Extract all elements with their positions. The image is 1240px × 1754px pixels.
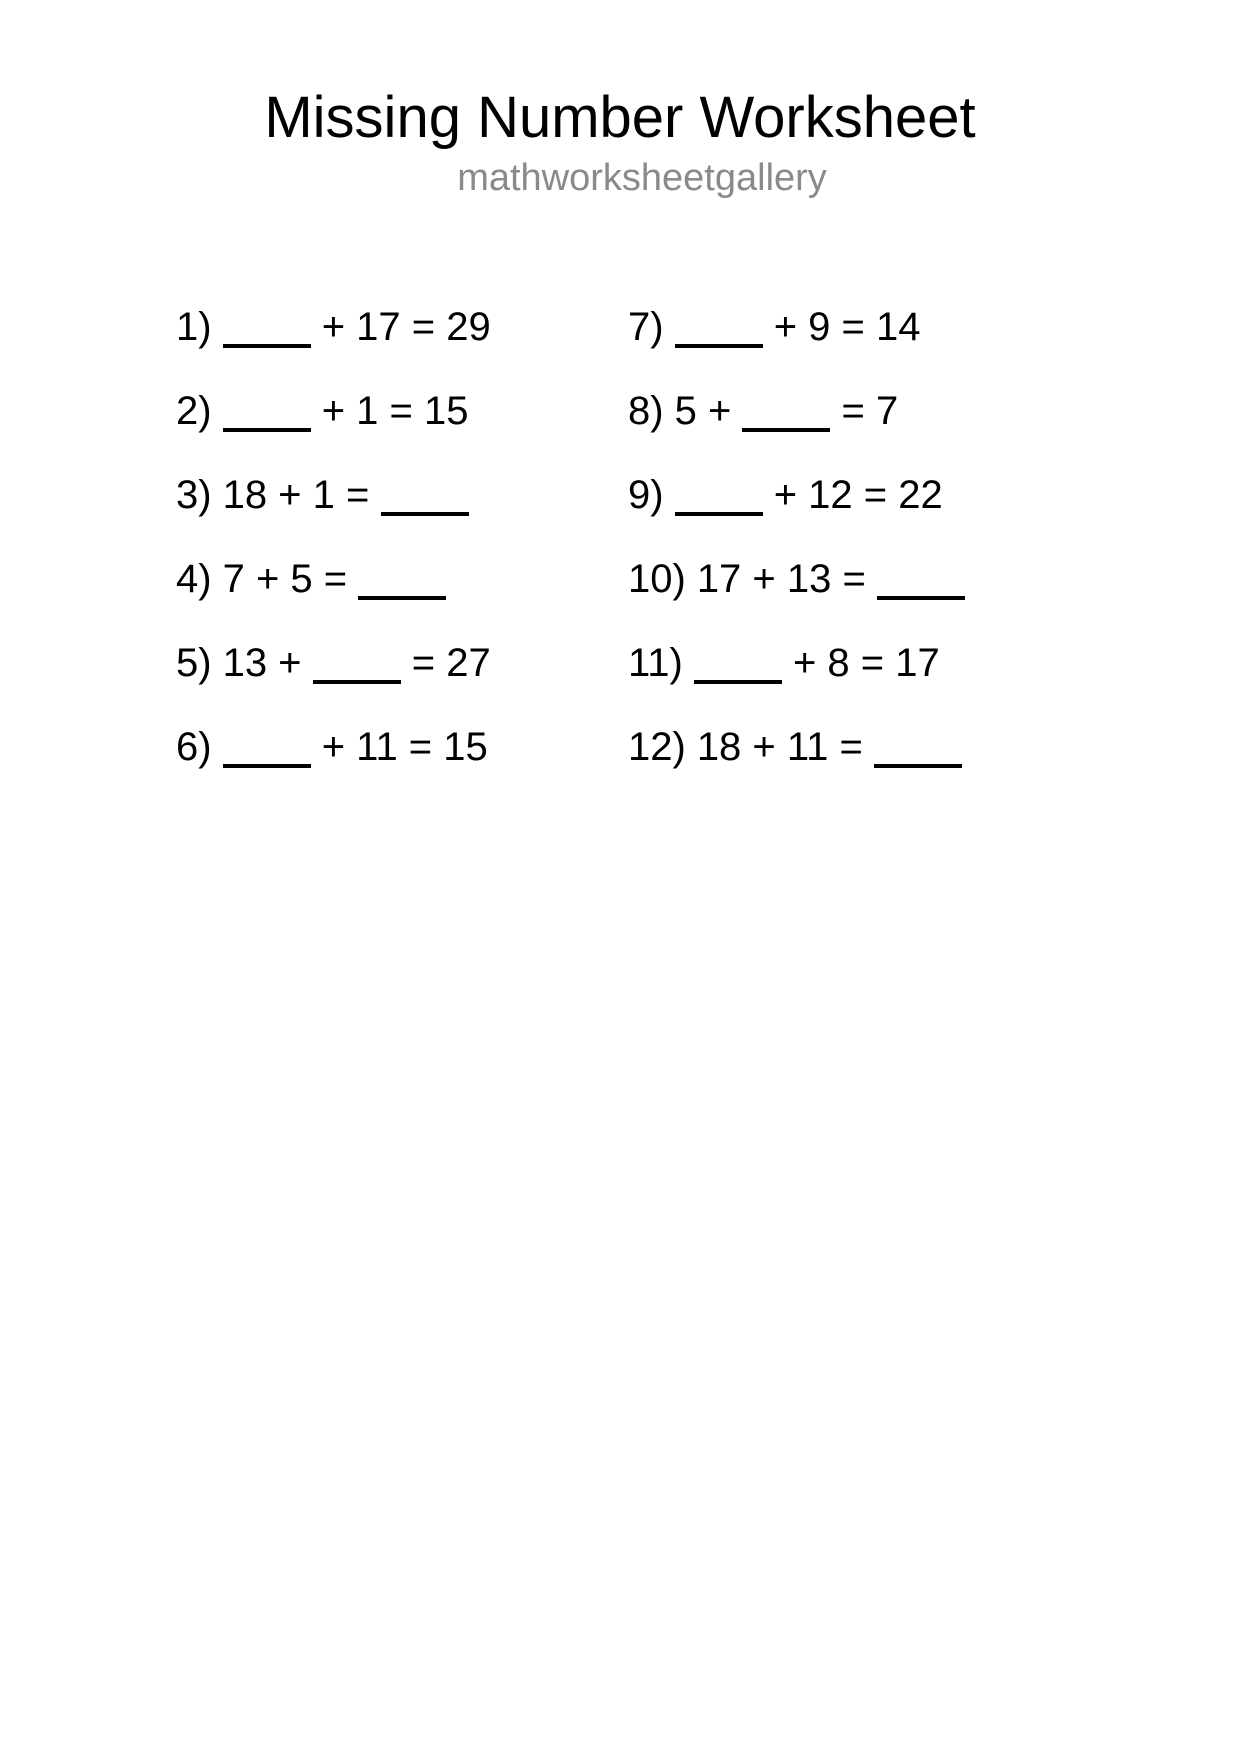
problem-text: + 1 = 15 [310, 388, 469, 433]
problem-row [176, 305, 628, 349]
problem-row [176, 557, 628, 601]
problem-text: 17 + 13 = [696, 556, 877, 601]
problem-row [176, 725, 628, 769]
problem-number: 11) [628, 640, 683, 685]
problem-row [628, 725, 1080, 769]
problem-text: = 27 [400, 640, 491, 685]
problem-text: + 12 = 22 [762, 472, 943, 517]
problem-text: + 17 = 29 [310, 304, 491, 349]
problem-text: + 9 = 14 [762, 304, 921, 349]
answer-blank[interactable] [313, 650, 401, 684]
problem-text: 5 + [674, 388, 743, 433]
answer-blank[interactable] [675, 314, 763, 348]
answer-blank[interactable] [381, 482, 469, 516]
problem-text: = 7 [830, 388, 899, 433]
problem-number: 3) [176, 472, 212, 517]
problem-row [628, 473, 1080, 517]
answer-blank[interactable] [742, 398, 830, 432]
problem-number: 6) [176, 724, 212, 769]
problem-text: 18 + 11 = [696, 724, 874, 769]
problems-column-right [628, 305, 1080, 809]
problem-text: + 8 = 17 [781, 640, 940, 685]
problem-row [176, 389, 628, 433]
problem-text: 7 + 5 = [222, 556, 359, 601]
worksheet-header [0, 0, 1240, 201]
problem-number: 4) [176, 556, 212, 601]
problem-number: 10) [628, 556, 686, 601]
answer-blank[interactable] [223, 398, 311, 432]
answer-blank[interactable] [223, 314, 311, 348]
problems-grid [0, 305, 1240, 809]
problem-text: + 11 = 15 [310, 724, 488, 769]
problem-row [628, 641, 1080, 685]
problem-number: 7) [628, 304, 664, 349]
problem-row [628, 557, 1080, 601]
answer-blank[interactable] [675, 482, 763, 516]
problem-number: 1) [176, 304, 212, 349]
problem-number: 12) [628, 724, 686, 769]
answer-blank[interactable] [877, 566, 965, 600]
problem-row [176, 641, 628, 685]
problem-number: 5) [176, 640, 212, 685]
problem-text: 13 + [222, 640, 313, 685]
problems-column-left [176, 305, 628, 809]
page-subtitle: mathworksheetgallery [457, 156, 827, 199]
answer-blank[interactable] [358, 566, 446, 600]
problem-row [628, 305, 1080, 349]
answer-blank[interactable] [223, 734, 311, 768]
problem-text: 18 + 1 = [222, 472, 381, 517]
problem-number: 8) [628, 388, 664, 433]
problem-row [628, 389, 1080, 433]
problem-row [176, 473, 628, 517]
answer-blank[interactable] [874, 734, 962, 768]
page-title: Missing Number Worksheet [264, 85, 976, 150]
problem-number: 2) [176, 388, 212, 433]
problem-number: 9) [628, 472, 664, 517]
answer-blank[interactable] [694, 650, 782, 684]
